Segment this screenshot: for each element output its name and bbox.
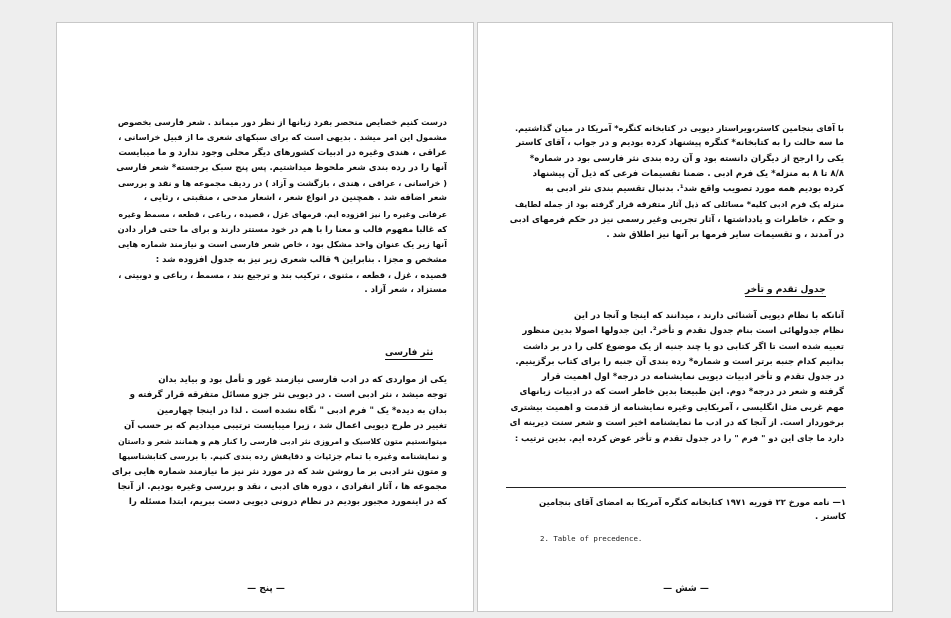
text-line: که غالبا مفهوم قالب و معنا را با هم در خود مستتر دارند و برای ما حتی قرار دادن — [117, 224, 447, 235]
text-line: و متون نثر ادبی بر ما روشن شد که در مورد نثر نیز ما نیازمند شماره هایی برای — [111, 466, 447, 477]
text-line: یکی را ارجح از دیگران دانسته بود و آن رده بندی نثر فارسی بود در شماره* — [529, 153, 844, 164]
text-line: مشخص و مجزا . بنابراین ۹ قالب شعری زیر نیز به جدول افزوده شد : — [155, 254, 447, 265]
text-line: با آقای بنجامین کاستر،ویراستار دیویی در کتابخانه کنگره* آمریکا در میان گذاشتیم. — [515, 123, 844, 133]
text-line: ( خراسانی ، عراقی ، هندی ، بازگشت و آزاد ) در ردیف مجموعه ها و نقد و بررسی — [117, 178, 447, 189]
page-left — [56, 22, 474, 612]
text-line: ۸/۸ تا ۸ به منزله* یک فرم ادبی . ضمنا تقسیمات فرعی که ذیل آن پیشنهاد — [532, 168, 844, 179]
page-number: — پنج — — [247, 584, 285, 594]
footnote-divider — [506, 487, 846, 488]
text-line: آنها را در رده بندی شعر ملحوظ میداشتیم. پس پنج سبک برجسته* شعر فارسی — [116, 162, 447, 173]
text-line: عراقی ، هندی وغیره در ادبیات کشورهای دیگر محلی وجود ندارد و ما میبایست — [118, 147, 447, 158]
text-line: میتوانستیم متون کلاسیک و امروزی نثر ادبی فارسی را کنار هم و همانند شعر و داستان — [118, 437, 447, 447]
text-line: یکی از مواردی که در ادب فارسی نیازمند غور و تأمل بود و بیاید بدان — [158, 375, 447, 385]
text-line: در جدول تقدم و تأخر ادبیات دیویی نمایشنامه در درجه* اول اهمیت قرار — [541, 372, 844, 383]
text-line: بدانیم کدام جنبه برتر است و شماره* رده بندی آن جنبه را برای کتاب برگزینیم. — [515, 356, 844, 367]
page-right — [477, 22, 893, 612]
footnote-2: 2. Table of precedence. — [540, 534, 643, 543]
text-line: ۱— نامه مورخ ۲۲ فوریه ۱۹۷۱ کتابخانه کنگره آمریکا به امضای آقای بنجامین — [539, 497, 846, 507]
text-line: قصیده ، غزل ، قطعه ، مثنوی ، ترکیب بند و ترجیع بند ، مسمط ، رباعی و دوبیتی ، — [118, 269, 447, 280]
paragraph-dewey-editor — [508, 121, 844, 243]
text-line: مجموعه ها ، آثار انفرادی ، دوره های ادبی ، نقد و بررسی وغیره بودیم. از آنجا — [117, 482, 447, 493]
text-line: و نمایشنامه وغیره با تمام جزئیات و دقایقش رده بندی کنیم. با بررسی کتابشناسیها — [118, 452, 447, 462]
paragraph-precedence — [508, 309, 844, 447]
text-line: نظام جدولهائی است بنام جدول تقدم و تأخر². این جدولها اصولا بدین منظور — [522, 326, 844, 337]
text-line: بدان به دیده* یک " فرم ادبی " نگاه نشده است . لذا در اینجا چهارمین — [157, 405, 447, 416]
text-line: و حکم ، خاطرات و یادداشتها ، آثار تجربی وغیر رسمی نیز در حکم فرمهای ادبی — [509, 214, 844, 225]
text-line: دارد ما جای این دو " فرم " را در جدول تقدم و تأخر عوض کرده ایم. بدین ترتیب : — [514, 433, 844, 444]
paragraph-style-classification — [111, 115, 447, 299]
text-line: شعر اضافه شد . همچنین در انواع شعر ، اشعار مدحی ، منقبتی ، رثایی ، — [143, 193, 447, 204]
section-heading-persian-prose: نثر فارسی — [385, 348, 434, 358]
text-line: عرفانی وغیره را نیز افزوده ایم. فرمهای غزل ، قصیده ، رباعی ، قطعه ، مسمط وغیره — [118, 209, 447, 219]
text-line: منزله یک فرم ادبی کلیه* مسائلی که ذیل آثار متفرقه قرار گرفته بود از جمله لطایف — [514, 200, 844, 210]
text-line: تعبیه شده است تا اگر کتابی دو یا چند جنبه از یک موضوع کلی را در بر داشت — [523, 341, 844, 352]
text-line: کرده بودیم همه مورد تصویب واقع شد¹. بدنبال تقسیم بندی نثر ادبی به — [545, 184, 844, 195]
text-line: برخوردار است. از آنجا که در ادب ما نمایشنامه اخیر است و شعر سنت دیرینه ای — [509, 418, 844, 429]
text-line: توجه میشد ، نثر ادبی است . در دیویی نثر جزو مسائل متفرقه قرار گرفته و — [129, 390, 447, 401]
text-line: آنانکه با نظام دیویی آشنائی دارند ، میدانند که اینجا و آنجا در این — [573, 311, 844, 321]
text-line: مشمول این امر میشد . بدیهی است که برای سبکهای شعری ما از قبیل خراسانی ، — [118, 132, 447, 143]
text-line: آنها زیر یک عنوان واحد مشکل بود ، خاص شعر فارسی است و نیازمند شماره هایی — [117, 239, 447, 250]
text-line: که در اینمورد مجبور بودیم در نظام درونی دیویی دست ببریم، ابتدا مسئله را — [128, 497, 447, 508]
text-line: کاستر . — [815, 511, 846, 521]
text-line: در آمدند ، و تقسیمات سایر فرمها بر آنها نیز اطلاق شد . — [606, 230, 844, 241]
text-line: مستزاد ، شعر آزاد . — [364, 285, 447, 296]
section-heading-precedence-table: جدول تقدم و تأخر — [745, 285, 826, 295]
text-line: گرفته و شعر در درجه* دوم. این طبیعتا بدین خاطر است که در ادبیات زبانهای — [519, 387, 844, 398]
text-line: مهم غربی مثل انگلیسی ، آمریکایی وغیره نمایشنامه از قدمت و اهمیت بیشتری — [510, 402, 844, 413]
page-number: — شش — — [663, 584, 709, 594]
footnote-1 — [508, 495, 846, 523]
text-line: تغییر در طرح دیویی اعمال شد ، زیرا میبایست ترتیبی میدادیم که بر حسب آن — [123, 420, 447, 431]
text-line: ما سه حالت را به کتابخانه* کنگره پیشنهاد کرده بودیم و در جواب ، آقای کاستر — [516, 138, 844, 149]
paragraph-literary-prose — [111, 373, 447, 511]
text-line: درست کنیم خصایص منحصر بفرد زبانها از نظر دور میماند . شعر فارسی بخصوص — [117, 117, 447, 127]
